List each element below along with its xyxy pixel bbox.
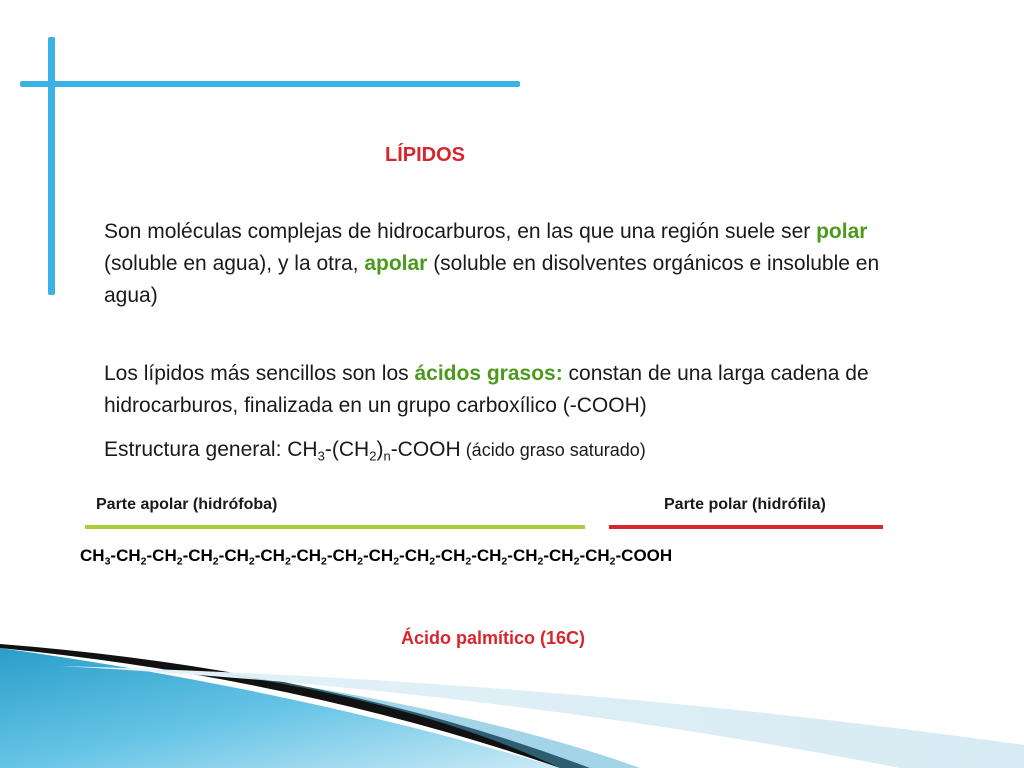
p1-pre: Son moléculas complejas de hidrocarburos, en las que una región suele ser	[104, 220, 817, 243]
apolar-part-bar	[85, 525, 585, 529]
p3-note: (ácido graso saturado)	[460, 440, 646, 460]
keyword-polar: polar	[816, 220, 868, 243]
p3-mid2: )	[376, 438, 384, 461]
formula-ch2-link: -CH	[543, 546, 574, 565]
p1-post: (soluble en disolventes orgánicos e insoluble en agua)	[104, 252, 880, 307]
p3-sub3: 3	[317, 448, 325, 464]
formula-ch2-link: -CH	[362, 546, 394, 565]
formula-ch2-link: -CH	[326, 546, 358, 565]
formula-ch2-link: -CH	[399, 546, 430, 565]
caption-palmitic-acid: Ácido palmítico (16C)	[400, 628, 586, 648]
formula-ch2-link: -CH	[218, 546, 249, 565]
formula-ch: CH	[80, 546, 105, 565]
p1-mid: (soluble en agua), y la otra,	[104, 252, 365, 275]
formula-ch2-sub: 2	[357, 555, 363, 568]
formula-ch2-link: -CH	[435, 546, 466, 565]
formula-ch2-sub: 2	[212, 555, 219, 568]
formula-ch2-link: -CH	[507, 546, 538, 565]
formula-ch2-sub: 2	[393, 555, 400, 568]
paragraph-general-structure	[104, 434, 934, 466]
formula-ch2-link: -CH	[254, 546, 285, 565]
formula-ch2-sub: 2	[429, 555, 436, 568]
p3-ch: CH	[287, 438, 318, 461]
decorative-horizontal-line	[20, 81, 520, 87]
formula-ch2-sub: 2	[537, 555, 544, 568]
paragraph-definition	[104, 216, 934, 312]
p3-subn: n	[383, 448, 391, 464]
formula-ch2-sub: 2	[465, 555, 472, 568]
formula-sub3: 3	[104, 555, 111, 568]
decorative-bottom-wave	[0, 630, 1024, 768]
formula-ch2-sub: 2	[284, 555, 291, 568]
p3-label: Estructura general:	[104, 438, 288, 461]
formula-chain	[110, 546, 616, 568]
palmitic-acid-formula	[80, 546, 900, 566]
formula-ch2-sub: 2	[609, 555, 616, 568]
formula-ch2-sub: 2	[140, 555, 147, 568]
formula-ch2-link: -CH	[579, 546, 610, 565]
p2-pre: Los lípidos más sencillos son los	[104, 362, 415, 385]
formula-ch2-sub: 2	[501, 555, 508, 568]
slide-title: LÍPIDOS	[384, 144, 465, 166]
formula-ch2-link: -CH	[290, 546, 322, 565]
formula-ch2-link: -CH	[471, 546, 502, 565]
formula-ch2-link: -CH	[110, 546, 141, 565]
label-polar-part: Parte polar (hidrófila)	[664, 496, 826, 513]
keyword-acidos-grasos: ácidos grasos:	[414, 362, 563, 385]
formula-ch2-sub: 2	[573, 555, 580, 568]
keyword-apolar: apolar	[364, 252, 428, 275]
polar-part-bar	[609, 525, 883, 529]
label-apolar-part: Parte apolar (hidrófoba)	[96, 496, 278, 513]
formula-ch2-sub: 2	[321, 555, 327, 568]
formula-ch2-link: -CH	[146, 546, 177, 565]
p2-post: constan de una larga cadena de hidrocarburos, finalizada en un grupo carboxílico (-COOH)	[104, 362, 869, 417]
p3-tail: -COOH	[390, 438, 461, 461]
formula-ch2-sub: 2	[248, 555, 255, 568]
paragraph-fatty-acids	[104, 358, 934, 422]
formula-ch2-sub: 2	[176, 555, 183, 568]
p3-mid1: -(CH	[324, 438, 370, 461]
formula-end: -COOH	[615, 546, 673, 565]
p3-sub2: 2	[369, 448, 377, 464]
formula-ch2-link: -CH	[182, 546, 213, 565]
